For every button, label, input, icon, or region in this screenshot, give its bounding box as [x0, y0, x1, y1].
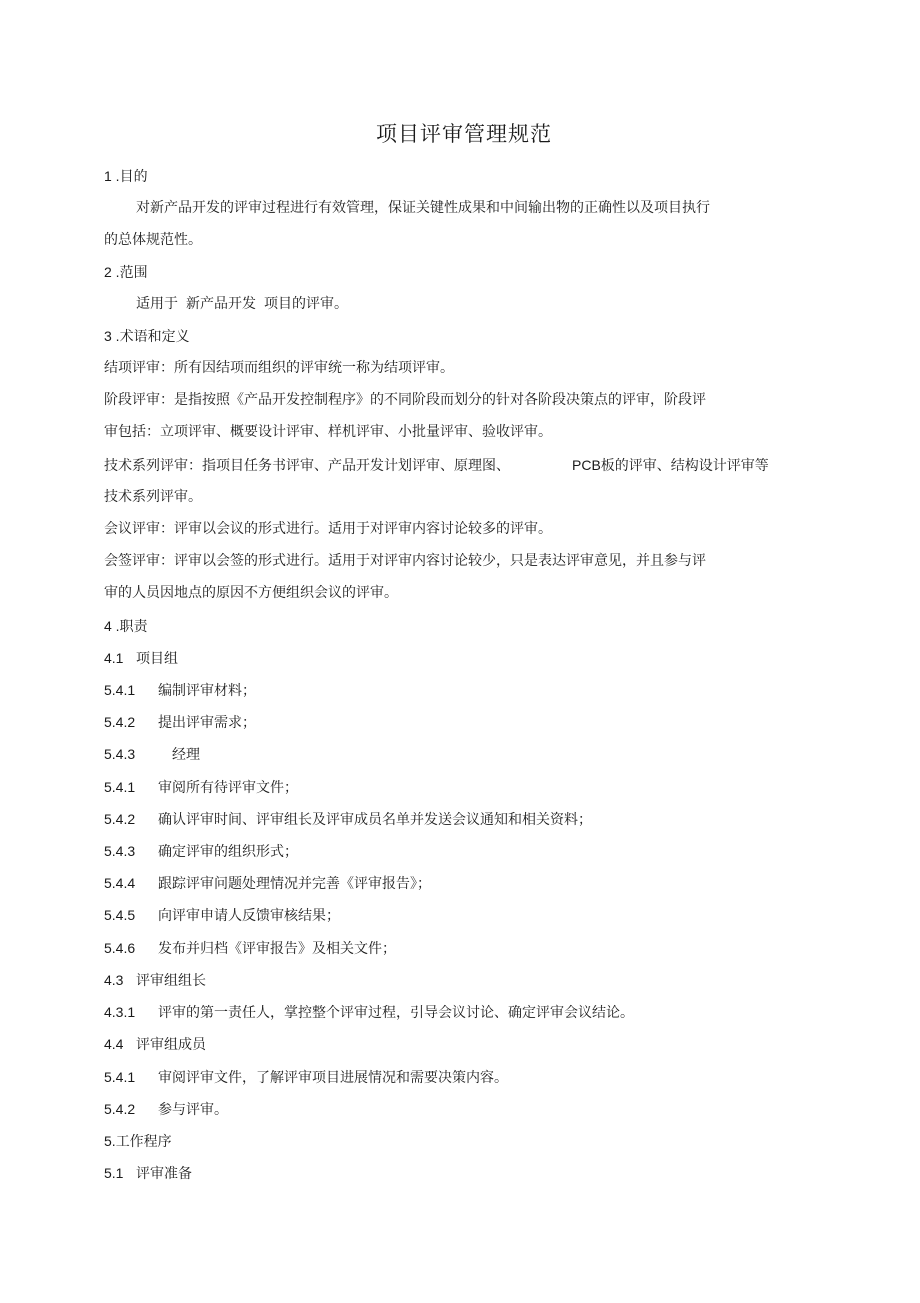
list-item [104, 1002, 634, 1023]
item-text: 跟踪评审问题处理情况并完善《评审报告》； [158, 876, 431, 892]
item-text: 确定评审的组织形式； [158, 844, 298, 860]
section-number: 4 . [104, 618, 120, 634]
item-text: 向评审申请人反馈审核结果； [158, 908, 340, 924]
term-countersign-review-line1: 会签评审：评审以会签的形式进行。适用于对评审内容讨论较少，只是表达评审意见，并且参与评 [104, 553, 706, 569]
term-tech-review-line1 [104, 455, 769, 476]
tech-review-text-a: 技术系列评审：指项目任务书评审、产品开发计划评审、原理图、 [104, 458, 510, 474]
tech-review-text-c: 板的评审、结构设计评审等 [600, 458, 769, 474]
item-text: 编制评审材料； [158, 683, 256, 699]
section-1-heading [104, 166, 148, 187]
term-stage-review-line1: 阶段评审：是指按照《产品开发控制程序》的不同阶段而划分的针对各阶段决策点的评审，阶段评 [104, 392, 706, 408]
term-meeting-review: 会议评审：评审以会议的形式进行。适用于对评审内容讨论较多的评审。 [104, 521, 552, 537]
section-number: 1 . [104, 168, 120, 184]
item-text: 提出评审需求； [158, 715, 256, 731]
item-number: 4.4 [104, 1036, 124, 1052]
item-number: 4.1 [104, 650, 124, 666]
list-item [104, 712, 256, 733]
section-2-heading [104, 262, 148, 283]
list-item [104, 873, 431, 894]
list-item [104, 938, 396, 959]
tech-review-pcb: PCB [572, 457, 601, 473]
section-5-heading [104, 1131, 172, 1152]
term-tech-review-line2: 技术系列评审。 [104, 489, 202, 505]
list-item [104, 680, 256, 701]
item-text: 审阅评审文件，了解评审项目进展情况和需要决策内容。 [158, 1070, 508, 1086]
scope-text-c: 项目的评审。 [264, 296, 348, 312]
term-stage-review-line2: 审包括：立项评审、概要设计评审、样机评审、小批量评审、验收评审。 [104, 424, 552, 440]
item-number: 5.4.3 [104, 843, 136, 859]
item-number: 5.4.5 [104, 907, 136, 923]
subsection-5-1 [104, 1163, 192, 1184]
section-4-heading [104, 616, 148, 637]
item-number: 4.3 [104, 972, 124, 988]
list-item [104, 744, 200, 765]
paragraph-purpose-line1: 对新产品开发的评审过程进行有效管理，保证关键性成果和中间输出物的正确性以及项目执行 [136, 200, 710, 216]
item-number: 5.4.6 [104, 940, 136, 956]
item-text: 经理 [172, 747, 200, 763]
section-number: 3 . [104, 328, 120, 344]
item-number: 5.4.1 [104, 1069, 136, 1085]
item-number: 5.1 [104, 1165, 124, 1181]
section-3-heading [104, 326, 190, 347]
item-number: 5.4.1 [104, 682, 136, 698]
list-item [104, 905, 340, 926]
term-final-review: 结项评审：所有因结项而组织的评审统一称为结项评审。 [104, 360, 454, 376]
item-text: 参与评审。 [158, 1102, 228, 1118]
item-text: 确认评审时间、评审组长及评审成员名单并发送会议通知和相关资料； [158, 812, 592, 828]
section-title: 职责 [119, 619, 148, 635]
list-item [104, 1099, 228, 1120]
paragraph-purpose-line2: 的总体规范性。 [104, 232, 202, 248]
item-number: 5.4.3 [104, 746, 136, 762]
section-title: 目的 [119, 169, 148, 185]
section-number: 5. [104, 1133, 116, 1149]
item-text: 发布并归档《评审报告》及相关文件； [158, 941, 396, 957]
list-item [104, 777, 298, 798]
list-item [104, 841, 298, 862]
item-text: 评审的第一责任人，掌控整个评审过程，引导会议讨论、确定评审会议结论。 [158, 1005, 634, 1021]
item-text: 评审组成员 [136, 1037, 206, 1053]
item-text: 评审准备 [136, 1166, 192, 1182]
section-title: 范围 [119, 265, 148, 281]
item-text: 审阅所有待评审文件； [158, 780, 298, 796]
subsection-4-4 [104, 1034, 206, 1055]
term-countersign-review-line2: 审的人员因地点的原因不方便组织会议的评审。 [104, 585, 398, 601]
item-number: 5.4.1 [104, 779, 136, 795]
section-number: 2 . [104, 264, 120, 280]
list-item [104, 1067, 508, 1088]
item-number: 4.3.1 [104, 1004, 136, 1020]
item-number: 5.4.2 [104, 811, 136, 827]
item-number: 5.4.2 [104, 714, 136, 730]
section-title: 工作程序 [115, 1134, 172, 1150]
item-number: 5.4.2 [104, 1101, 136, 1117]
item-number: 5.4.4 [104, 875, 136, 891]
subsection-4-1 [104, 648, 178, 669]
item-text: 项目组 [136, 651, 178, 667]
item-text: 评审组组长 [136, 973, 206, 989]
list-item [104, 809, 592, 830]
paragraph-scope [136, 294, 348, 314]
scope-text-a: 适用于 [136, 296, 178, 312]
document-title: 项目评审管理规范 [376, 122, 552, 146]
subsection-4-3 [104, 970, 206, 991]
scope-text-b: 新产品开发 [186, 296, 256, 312]
section-title: 术语和定义 [119, 329, 190, 345]
